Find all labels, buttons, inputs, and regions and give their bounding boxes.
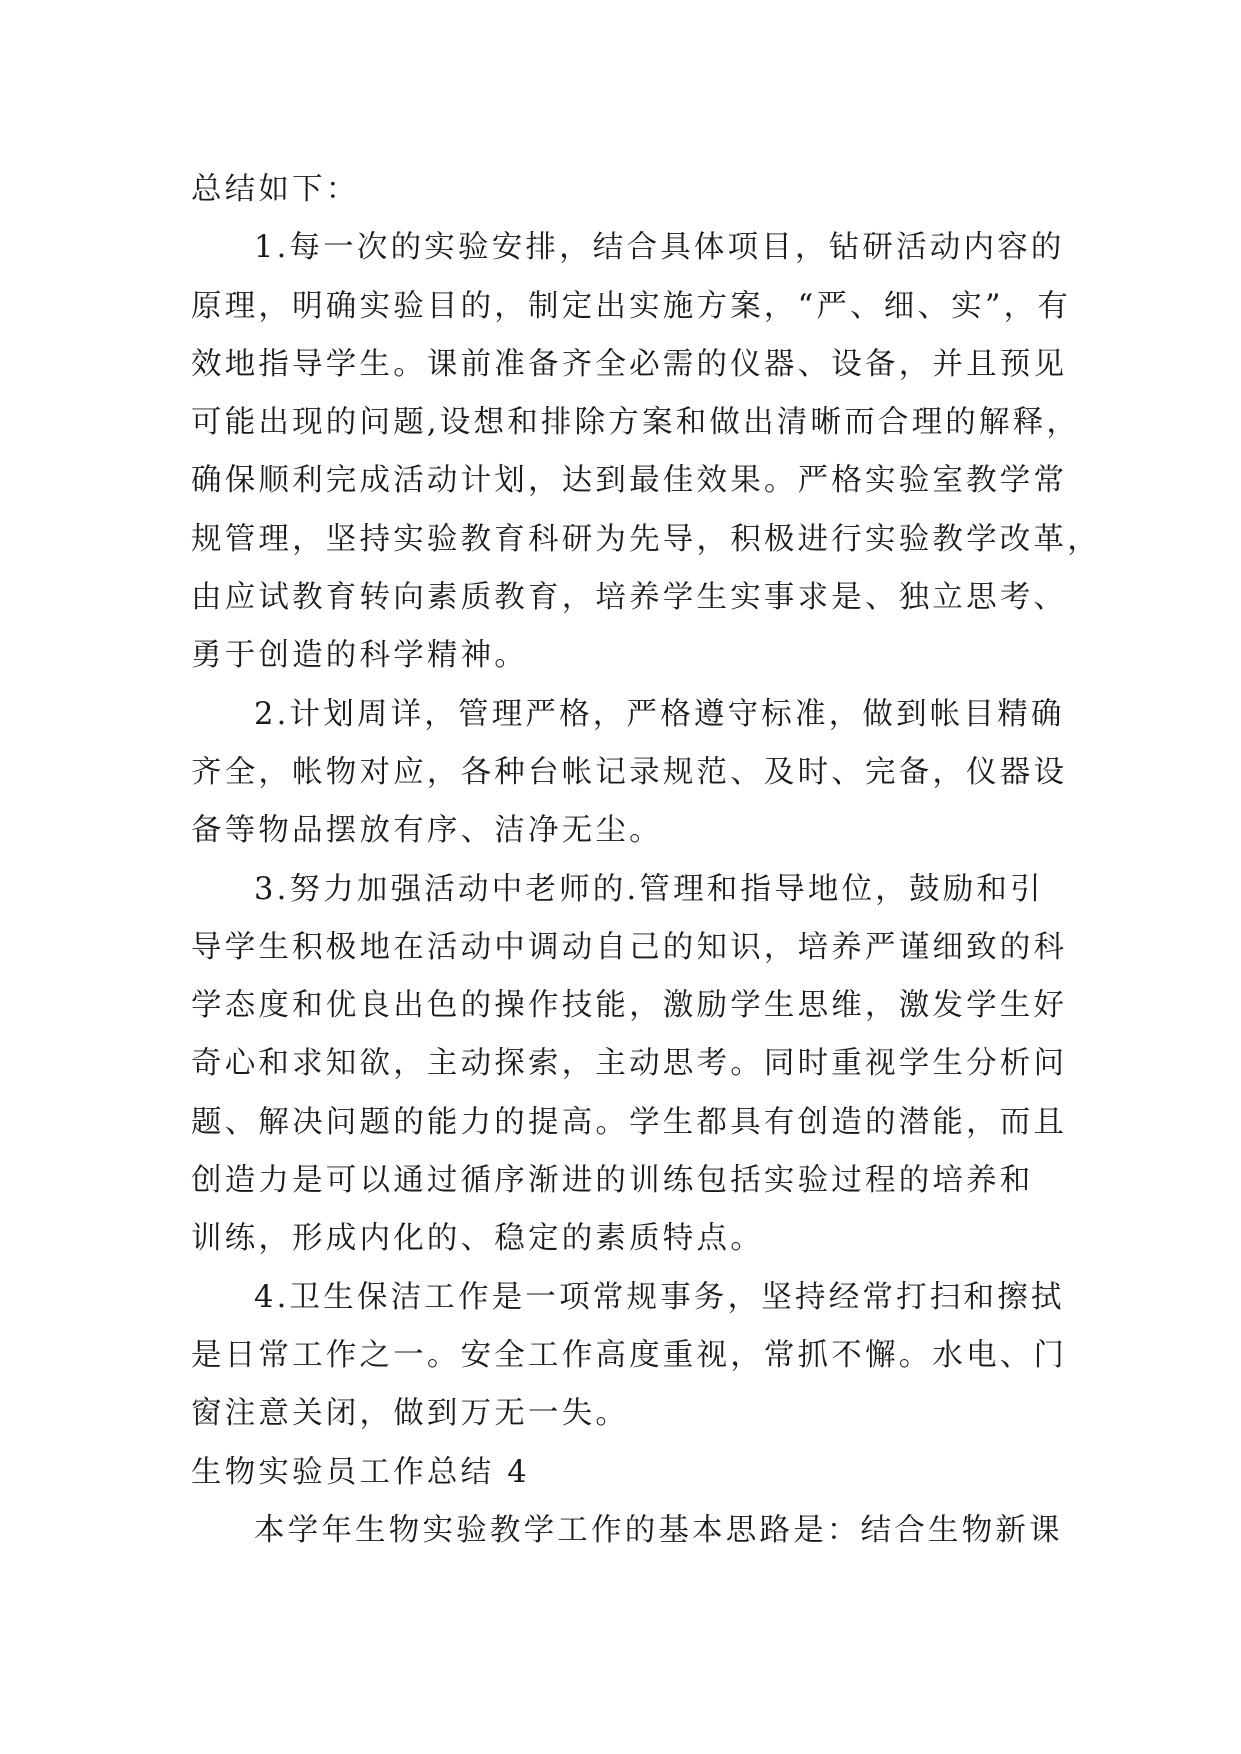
text-line: 4.卫生保洁工作是一项常规事务，坚持经常打扫和擦拭 (254, 1279, 1065, 1315)
text-line: 由应试教育转向素质教育，培养学生实事求是、独立思考、 (191, 580, 1068, 616)
text-line: 奇心和求知欲，主动探索，主动思考。同时重视学生分析问 (191, 1046, 1068, 1082)
text-line: 规管理，坚持实验教育科研为先导，积极进行实验教学改革， (191, 521, 1101, 557)
text-line: 导学生积极地在活动中调动自己的知识，培养严谨细致的科 (191, 929, 1068, 965)
text-line: 训练，形成内化的、稳定的素质特点。 (191, 1221, 764, 1257)
text-line: 学态度和优良出色的操作技能，激励学生思维，激发学生好 (191, 988, 1068, 1024)
text-line: 总结如下： (191, 172, 360, 207)
text-line: 备等物品摆放有序、洁净无尘。 (191, 813, 663, 849)
text-line: 题、解决问题的能力的提高。学生都具有创造的潜能，而且 (191, 1104, 1068, 1140)
text-line: 是日常工作之一。安全工作高度重视，常抓不懈。水电、门 (191, 1337, 1068, 1373)
text-line: 生物实验员工作总结 4 (191, 1454, 530, 1490)
text-line: 勇于创造的科学精神。 (191, 638, 528, 674)
text-line: 确保顺利完成活动计划，达到最佳效果。严格实验室教学常 (191, 463, 1068, 499)
text-line: 3.努力加强活动中老师的.管理和指导地位，鼓励和引 (254, 871, 1044, 907)
text-line: 齐全，帐物对应，各种台帐记录规范、及时、完备，仪器设 (191, 754, 1068, 790)
text-line: 效地指导学生。课前准备齐全必需的仪器、设备，并且预见 (191, 346, 1068, 382)
text-line: 本学年生物实验教学工作的基本思路是：结合生物新课 (254, 1512, 1063, 1548)
text-line: 原理，明确实验目的，制定出实施方案，“严、细、实”，有 (191, 288, 1072, 324)
text-line: 1.每一次的实验安排，结合具体项目，钻研活动内容的 (254, 230, 1065, 266)
text-line: 2.计划周详，管理严格，严格遵守标准，做到帐目精确 (254, 696, 1065, 732)
text-line: 创造力是可以通过循序渐进的训练包括实验过程的培养和 (191, 1163, 1034, 1199)
document-body (191, 161, 1101, 1560)
text-line: 可能出现的问题,设想和排除方案和做出清晰而合理的解释， (191, 405, 1081, 441)
text-line: 窗注意关闭，做到万无一失。 (191, 1396, 630, 1432)
